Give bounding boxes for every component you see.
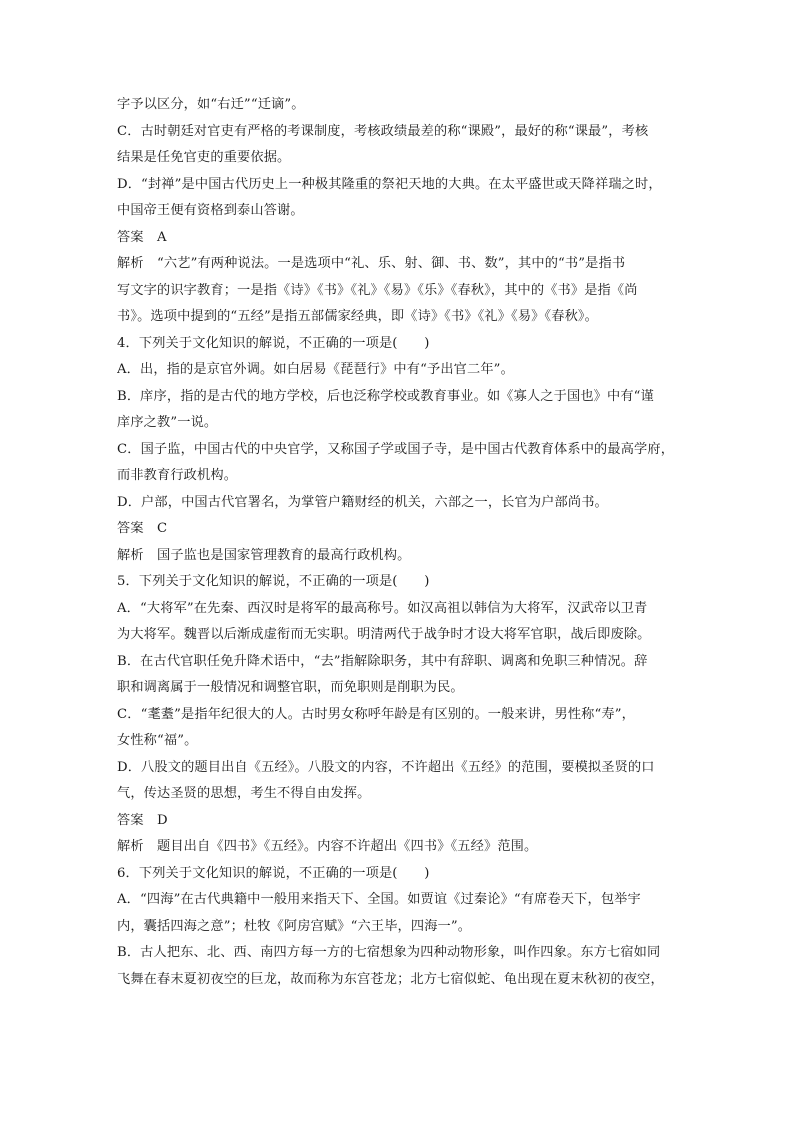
analysis-line: 解析 “六艺”有两种说法。一是选项中“礼、乐、射、御、书、数”，其中的“书”是指书 bbox=[117, 256, 626, 271]
text-line: 职和调离属于一般情况和调整官职，而免职则是削职为民。 bbox=[117, 680, 464, 695]
answer-line: 答案 A bbox=[117, 229, 167, 245]
text-line: 结果是任免官吏的重要依据。 bbox=[117, 150, 291, 165]
option-c-text: C．“耄耋”是指年纪很大的人。古时男女称呼年龄是有区别的。一般来讲，男性称“寿”， bbox=[117, 706, 635, 722]
text-line: 中国帝王便有资格到泰山答谢。 bbox=[117, 203, 304, 218]
text-line: 为大将军。魏晋以后渐成虚衔而无实职。明清两代于战争时才设大将军官职，战后即废除。 bbox=[117, 627, 651, 642]
option-d-text: D．八股文的题目出自《五经》。八股文的内容，不许超出《五经》的范围，要模拟圣贤的口 bbox=[117, 759, 655, 775]
text-line: 气，传达圣贤的思想，考生不得自由发挥。 bbox=[117, 786, 371, 801]
text-line: 内，囊括四海之意”；杜牧《阿房宫赋》“六王毕，四海一”。 bbox=[117, 918, 472, 934]
analysis-line: 解析 国子监也是国家管理教育的最高行政机构。 bbox=[117, 547, 411, 563]
document-page bbox=[117, 92, 682, 993]
text-line: 书》。选项中提到的“五经”是指五部儒家经典，即《诗》《书》《礼》《易》《春秋》。 bbox=[117, 309, 599, 324]
text-line: 字予以区分，如“右迁”“迁谪”。 bbox=[117, 97, 305, 112]
question-5-stem: 5．下列关于文化知识的解说，不正确的一项是( ) bbox=[117, 574, 430, 589]
option-d-text: D．“封禅”是中国古代历史上一种极其隆重的祭祀天地的大典。在太平盛世或天降祥瑞之时， bbox=[117, 176, 662, 192]
text-line: 庠序之教”一说。 bbox=[117, 415, 218, 430]
question-6-stem: 6．下列关于文化知识的解说，不正确的一项是( ) bbox=[117, 865, 430, 881]
option-b-text: B．庠序，指的是古代的地方学校，后也泛称学校或教育事业。如《寡人之于国也》中有“谨 bbox=[117, 388, 654, 404]
text-line: 写文字的识字教育；一是指《诗》《书》《礼》《易》《乐》《春秋》，其中的《书》是指《尚 bbox=[117, 282, 638, 298]
option-b-text: B．在古代官职任免升降术语中，“去”指解除职务，其中有辞职、调离和免职三种情况。辞 bbox=[117, 653, 648, 669]
option-a-text: A．“四海”在古代典籍中一般用来指天下、全国。如贾谊《过秦论》“有席卷天下，包举宇 bbox=[117, 892, 641, 907]
answer-line: 答案 D bbox=[117, 812, 168, 828]
option-c-text: C．国子监，中国古代的中央官学，又称国子学或国子寺，是中国古代教育体系中的最高学府， bbox=[117, 441, 675, 457]
answer-line: 答案 C bbox=[117, 521, 168, 536]
text-line: 飞舞在春末夏初夜空的巨龙，故而称为东宫苍龙；北方七宿似蛇、龟出现在夏末秋初的夜空， bbox=[117, 971, 664, 987]
option-d-text: D．户部，中国古代官署名，为掌管户籍财经的机关，六部之一，长官为户部尚书。 bbox=[117, 494, 608, 510]
option-c-text: C．古时朝廷对官吏有严格的考课制度，考核政绩最差的称“课殿”，最好的称“课最”，考核 bbox=[117, 123, 649, 139]
text-line: 而非教育行政机构。 bbox=[117, 468, 238, 483]
text-line: 女性称“福”。 bbox=[117, 733, 198, 748]
option-a-text: A．出，指的是京官外调。如白居易《琵琶行》中有“予出官二年”。 bbox=[117, 362, 514, 377]
analysis-line: 解析 题目出自《四书》《五经》。内容不许超出《四书》《五经》范围。 bbox=[117, 839, 538, 854]
question-4-stem: 4．下列关于文化知识的解说，不正确的一项是( ) bbox=[117, 335, 430, 351]
option-a-text: A．“大将军”在先秦、西汉时是将军的最高称号。如汉高祖以韩信为大将军，汉武帝以卫青 bbox=[117, 600, 648, 616]
option-b-text: B．古人把东、北、西、南四方每一方的七宿想象为四种动物形象，叫作四象。东方七宿如同 bbox=[117, 945, 661, 960]
